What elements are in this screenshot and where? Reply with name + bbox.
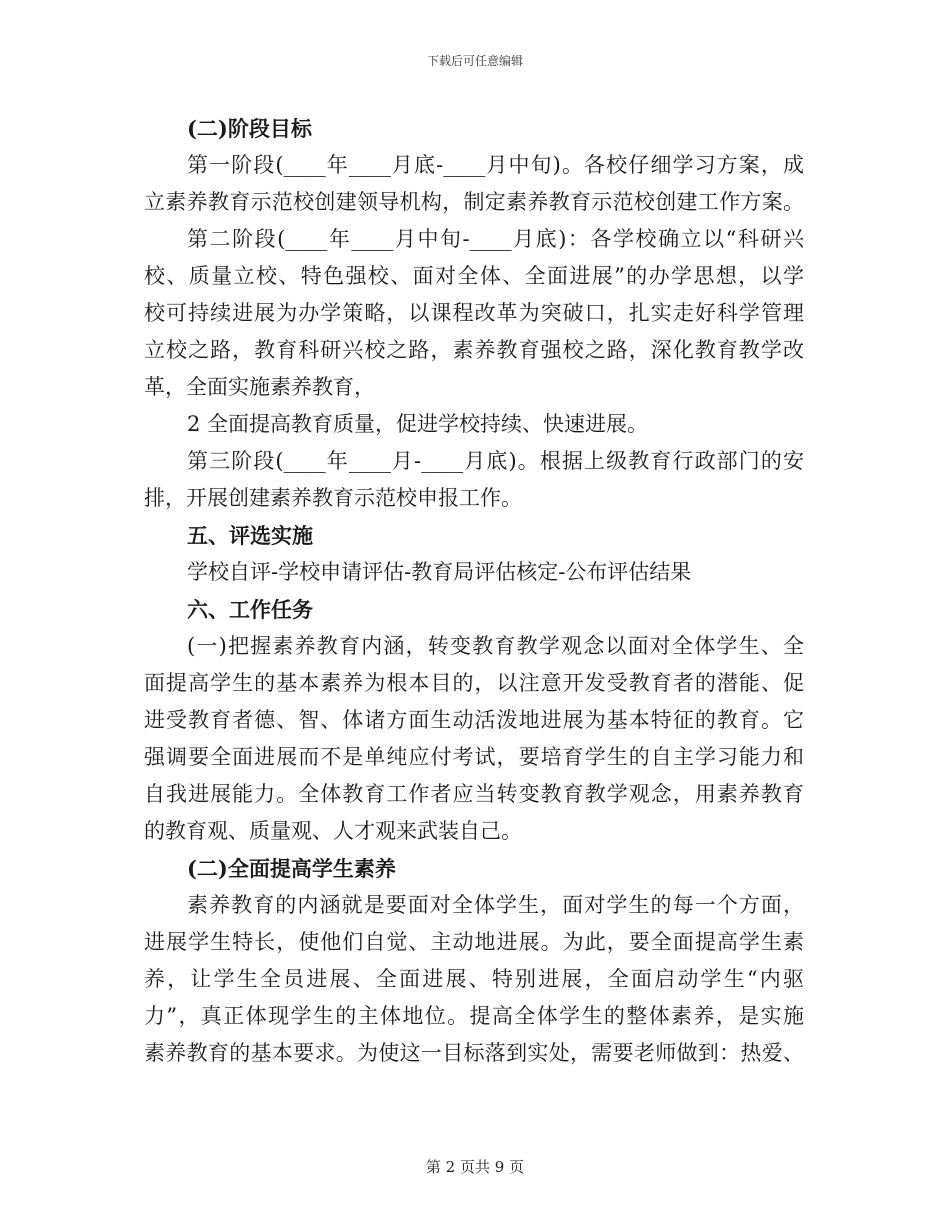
paragraph-line: 自我进展能力。全体教育工作者应当转变教育教学观念，用素养教育: [144, 782, 804, 806]
paragraph-line: 进展学生特长，使他们自觉、主动地进展。为此，要全面提高学生素: [144, 930, 804, 954]
paragraph-line: 立校之路，教育科研兴校之路，素养教育强校之路，深化教育教学改: [144, 338, 804, 362]
paragraph-line: 校可持续进展为办学策略，以课程改革为突破口，扎实走好科学管理: [144, 301, 804, 325]
paragraph-line: 学校自评-学校申请评估-教育局评估核定-公布评估结果: [187, 560, 692, 584]
paragraph-line: 立素养教育示范校创建领导机构，制定素养教育示范校创建工作方案。: [144, 190, 804, 214]
paragraph-line: 校、质量立校、特色强校、面对全体、全面进展”的办学思想，以学: [144, 264, 804, 288]
section-heading-work-tasks: 六、工作任务: [187, 597, 313, 622]
paragraph-line: 第二阶段(____年____月中旬-____月底)：各学校确立以“科研兴: [187, 227, 804, 251]
paragraph-line: 革，全面实施素养教育，: [144, 375, 375, 399]
section-heading-evaluation: 五、评选实施: [187, 523, 313, 548]
paragraph-line: 排，开展创建素养教育示范校申报工作。: [144, 486, 522, 510]
paragraph-line: 养，让学生全员进展、全面进展、特别进展，全面启动学生“内驱: [144, 967, 804, 991]
paragraph-line: 的教育观、质量观、人才观来武装自己。: [144, 819, 522, 843]
section-heading-stage-goals: (二)阶段目标: [187, 116, 312, 141]
paragraph-line: 素养教育的内涵就是要面对全体学生，面对学生的每一个方面，: [187, 893, 804, 917]
paragraph-line: 强调要全面进展而不是单纯应付考试，要培育学生的自主学习能力和: [144, 745, 804, 769]
page-header: 下载后可任意编辑: [426, 54, 523, 68]
paragraph-line: 2 全面提高教育质量，促进学校持续、快速进展。: [187, 412, 649, 436]
section-heading-student-quality: (二)全面提高学生素养: [187, 856, 396, 881]
paragraph-line: (一)把握素养教育内涵，转变教育教学观念以面对全体学生、全: [187, 634, 804, 658]
paragraph-line: 面提高学生的基本素养为根本目的，以注意开发受教育者的潜能、促: [144, 671, 804, 695]
paragraph-line: 第三阶段(____年____月-____月底)。根据上级教育行政部门的安: [187, 449, 804, 473]
document-body: [144, 110, 804, 1072]
paragraph-line: 第一阶段(____年____月底-____月中旬)。各校仔细学习方案，成: [187, 153, 804, 177]
paragraph-line: 力”，真正体现学生的主体地位。提高全体学生的整体素养，是实施: [144, 1004, 804, 1028]
paragraph-line: 进受教育者德、智、体诸方面生动活泼地进展为基本特征的教育。它: [144, 708, 804, 732]
page-footer: 第 2 页共 9 页: [425, 1158, 525, 1176]
paragraph-line: 素养教育的基本要求。为使这一目标落到实处，需要老师做到：热爱、: [144, 1041, 804, 1065]
